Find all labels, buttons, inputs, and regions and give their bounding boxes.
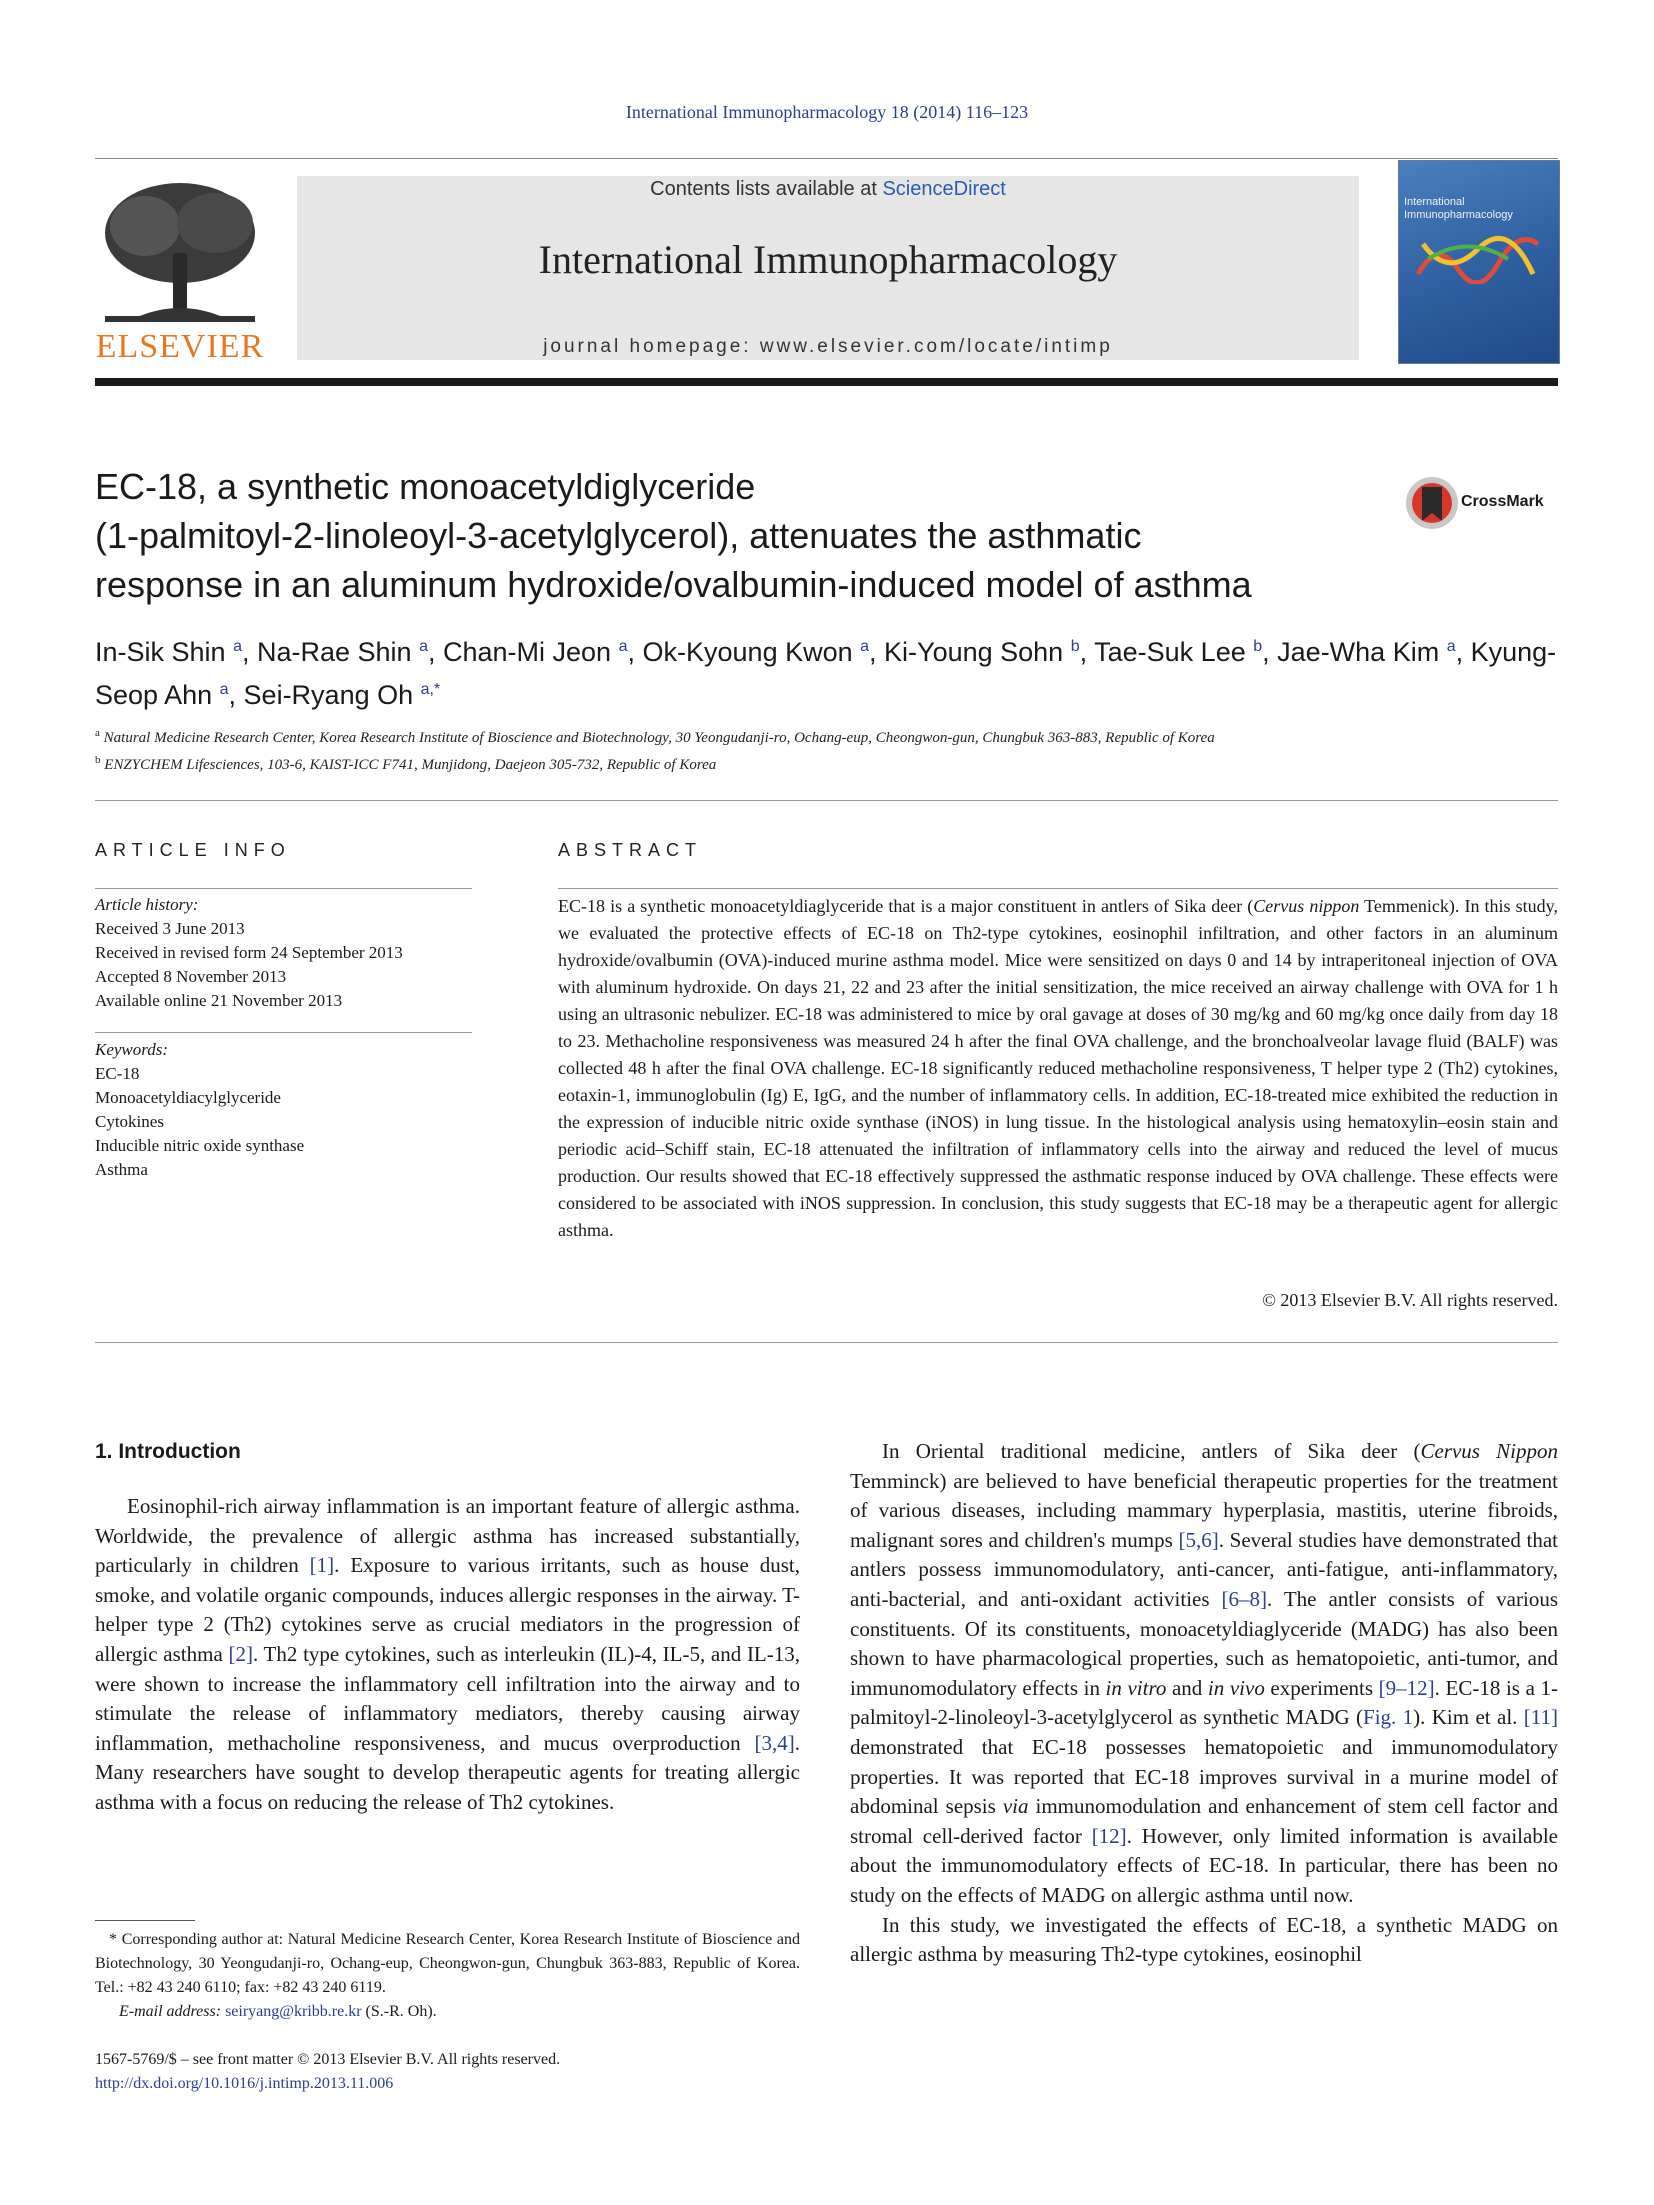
abstract-species: Cervus nippon — [1253, 896, 1360, 916]
intro-paragraph — [850, 1437, 1558, 1911]
running-head[interactable]: International Immunopharmacology 18 (2014) 116–123 — [625, 102, 1029, 122]
crossmark-icon[interactable] — [1404, 475, 1460, 531]
keyword: Asthma — [95, 1160, 148, 1179]
body-text: and — [1166, 1675, 1208, 1700]
corr-note — [95, 1928, 800, 2000]
italic-text: in vitro — [1105, 1675, 1167, 1700]
body-text: Temminck) are believed to have beneficial therapeutic properties for the treatment of various diseases, including mammary hyperplasia, mastitis, uterine fibroids, malignant sores and children's mumps — [850, 1468, 1558, 1552]
author-affiliation-mark[interactable]: a — [419, 638, 428, 655]
contents-line — [297, 178, 1359, 201]
intro-right-column — [850, 1437, 1558, 1970]
article-history — [95, 893, 472, 1013]
body-text: . Several studies have demonstrated that antlers possess immunomodulatory, anti-cancer, anti-fatigue, anti-inflammatory, anti-bacterial, and anti-oxidant activities — [850, 1527, 1558, 1611]
history-item: Received 3 June 2013 — [95, 919, 245, 938]
affiliation-b — [95, 749, 1558, 776]
journal-homepage[interactable]: journal homepage: www.elsevier.com/locate/intimp — [543, 336, 1113, 357]
author-separator: , — [1079, 637, 1095, 667]
email-link[interactable]: seiryang@kribb.re.kr — [225, 2003, 362, 2020]
citation-link[interactable]: [2] — [228, 1641, 253, 1666]
keyword: Monoacetyldiacylglyceride — [95, 1088, 281, 1107]
citation-link[interactable]: [11] — [1523, 1705, 1558, 1730]
abstract-end-rule — [95, 1342, 1558, 1343]
author-affiliation-mark[interactable]: a,* — [420, 681, 441, 698]
article-title — [95, 462, 1395, 609]
author-name[interactable]: In-Sik Shin — [95, 637, 234, 667]
body-text: . However, only limited information is available about the immunomodulatory effects of EC-18. In particular, there has been no study on the effects of MADG on allergic asthma until now. — [850, 1823, 1558, 1907]
keyword: Inducible nitric oxide synthase — [95, 1136, 305, 1155]
author-name[interactable]: Sei-Ryang Oh — [243, 680, 421, 710]
italic-text: Cervus Nippon — [1420, 1439, 1558, 1463]
author-separator: , — [228, 680, 244, 710]
author-affiliation-mark[interactable]: a — [618, 638, 628, 655]
keyword: EC-18 — [95, 1064, 140, 1083]
keywords-label: Keywords: — [95, 1040, 169, 1059]
author-name[interactable]: Kyung-Seop Ahn — [95, 637, 1557, 710]
affiliation-text: ENZYCHEM Lifesciences, 103-6, KAIST-ICC F741, Munjidong, Daejeon 305-732, Republic of Korea — [104, 757, 717, 773]
body-text: . Th2 type cytokines, such as interleukin (IL)-4, IL-5, and IL-13, were shown to increase the inflammatory cell infiltration into the airway and to stimulate the release of inflammatory mediators, thereby causing airway inflammation, methacholine responsiveness, and mucus overproduction — [95, 1641, 801, 1755]
body-text: . Many researchers have sought to develop therapeutic agents for treating allergic asthma with a focus on reducing the release of Th2 cytokines. — [95, 1730, 800, 1814]
author-name[interactable]: Ki-Young Sohn — [884, 637, 1071, 667]
corr-mark: * — [109, 1931, 117, 1948]
author-name[interactable]: Ok-Kyoung Kwon — [642, 637, 861, 667]
citation-link[interactable]: [3,4] — [754, 1730, 795, 1755]
author-affiliation-mark[interactable]: a — [1446, 638, 1456, 655]
banner-rule — [95, 378, 1558, 386]
publisher-name: ELSEVIER — [95, 328, 265, 365]
author-affiliation-mark[interactable]: a — [219, 681, 229, 698]
author-affiliation-mark[interactable]: a — [860, 638, 870, 655]
affiliation-text: Natural Medicine Research Center, Korea Research Institute of Bioscience and Biotechnology, 30 Yeongudanji-ro, Ochang-eup, Cheongwon-gun, Chungbuk 363-883, Republic of Korea — [103, 730, 1215, 746]
sciencedirect-link[interactable]: ScienceDirect — [882, 178, 1006, 200]
keyword: Cytokines — [95, 1112, 164, 1131]
title-line-2: (1-palmitoyl-2-linoleoyl-3-acetylglycerol), attenuates the asthmatic — [95, 515, 1142, 556]
title-line-3: response in an aluminum hydroxide/ovalbumin-induced model of asthma — [95, 564, 1252, 605]
affiliation-a — [95, 722, 1558, 749]
abstract-copyright: © 2013 Elsevier B.V. All rights reserved. — [1262, 1290, 1558, 1310]
affiliation-mark: b — [95, 754, 101, 766]
body-text: immunomodulation and enhancement of stem cell factor and stromal cell-derived factor — [850, 1794, 1558, 1848]
history-item: Accepted 8 November 2013 — [95, 967, 287, 986]
body-text: experiments — [1264, 1675, 1379, 1700]
author-name[interactable]: Jae-Wha Kim — [1277, 637, 1447, 667]
header-rule — [95, 158, 1558, 159]
italic-text: via — [1002, 1794, 1029, 1819]
body-text: ). Kim et al. — [1413, 1705, 1524, 1730]
author-affiliation-mark[interactable]: b — [1253, 638, 1263, 655]
section-rule — [95, 800, 1558, 801]
history-label: Article history: — [95, 895, 199, 914]
author-separator: , — [1455, 637, 1471, 667]
corr-text: Corresponding author at: Natural Medicine Research Center, Korea Research Institute of Bioscience and Biotechnology, 30 Yeongudanji-ro, Ochang-eup, Cheongwon-gun, Chungbuk 363-883, Republic of Korea. Tel.: +82 43 240 6110; fax: +82 43 240 6119. — [95, 1931, 801, 1996]
cover-title: International Immunopharmacology — [1404, 196, 1513, 221]
italic-text: in vivo — [1207, 1675, 1265, 1700]
author-separator: , — [627, 637, 643, 667]
author-affiliation-mark[interactable]: b — [1070, 638, 1080, 655]
citation-link[interactable]: [5,6] — [1178, 1527, 1219, 1552]
intro-left-column — [95, 1492, 800, 1818]
corresponding-author-footnote — [95, 1928, 800, 2024]
email-line — [95, 2000, 800, 2024]
body-text: Eosinophil-rich airway inflammation is an important feature of allergic asthma. Worldwide, the prevalence of allergic asthma has increased substantially, particularly in children — [95, 1494, 800, 1578]
info-rule — [95, 1032, 472, 1033]
citation-link[interactable]: Fig. 1 — [1363, 1705, 1414, 1730]
body-text: In Oriental traditional medicine, antlers of Sika deer ( — [882, 1439, 1421, 1463]
intro-paragraph: In this study, we investigated the effects of EC-18, a synthetic MADG on allergic asthma by measuring Th2-type cytokines, eosinophil — [850, 1912, 1558, 1967]
affiliations — [95, 722, 1558, 776]
citation-link[interactable]: [6–8] — [1221, 1586, 1267, 1611]
body-text: . Exposure to various irritants, such as house dust, smoke, and volatile organic compounds, induces allergic responses in the airway. T-helper type 2 (Th2) cytokines serve as crucial mediators in the progression of allergic asthma — [95, 1553, 800, 1666]
contents-prefix: Contents lists available at — [650, 178, 883, 200]
title-line-1: EC-18, a synthetic monoacetyldiglyceride — [95, 466, 756, 507]
body-text: . EC-18 is a 1-palmitoyl-2-linoleoyl-3-acetylglycerol as synthetic MADG ( — [850, 1675, 1558, 1730]
journal-title: International Immunopharmacology — [538, 237, 1118, 282]
author-separator: , — [1262, 637, 1278, 667]
author-list — [95, 628, 1558, 714]
info-rule — [95, 888, 472, 889]
article-info-heading: ARTICLE INFO — [95, 840, 291, 860]
author-affiliation-mark[interactable]: a — [233, 638, 242, 655]
abstract-part: EC-18 is a synthetic monoacetyldiaglyceride that is a major constituent in antlers of Sika deer ( — [558, 896, 1254, 916]
author-name[interactable]: Na-Rae Shin — [256, 637, 420, 667]
issn-line: 1567-5769/$ – see front matter © 2013 Elsevier B.V. All rights reserved. — [95, 2051, 561, 2068]
abstract-part: Temmenick). In this study, we evaluated the protective effects of EC-18 on Th2-type cytokines, eosinophil infiltration, and other factors in an aluminum hydroxide/ovalbumin (OVA)-induced murine asthma model. Mice were sensitized on days 0 and 14 by intraperitoneal injection of OVA with aluminum hydroxide. On days 21, 22 and 23 after the initial sensitization, the mice received an airway challenge with OVA for 1 h using an ultrasonic nebulizer. EC-18 was administered to mice by oral gavage at doses of 30 mg/kg and 60 mg/kg once daily from day 18 to 23. Methacholine responsiveness was measured 24 h after the final OVA challenge, and the bronchoalveolar lavage fluid (BALF) was collected 48 h after the final OVA challenge. EC-18 significantly reduced methacholine responsiveness, T helper type 2 (Th2) cytokines, eotaxin-1, immunoglobulin (Ig) E, IgG, and the number of inflammatory cells. In addition, EC-18-treated mice exhibited the reduction in the expression of inducible nitric oxide synthase (iNOS) in lung tissue. In the histological analysis using hematoxylin–eosin stain and periodic acid–Schiff stain, EC-18 attenuated the infiltration of inflammatory cells into the airway and reduced the level of mucus production. Our results showed that EC-18 effectively suppressed the asthmatic response induced by OVA challenge. These effects were considered to be associated with iNOS suppression. In conclusion, this study suggests that EC-18 may be a therapeutic agent for allergic asthma. — [558, 896, 1558, 1240]
email-label: E-mail address: — [119, 2003, 226, 2020]
section-heading: 1. Introduction — [95, 1440, 241, 1463]
author-separator: , — [869, 637, 885, 667]
doi-link[interactable]: http://dx.doi.org/10.1016/j.intimp.2013.11.006 — [95, 2075, 394, 2092]
author-separator: , — [427, 637, 443, 667]
citation-link[interactable]: [9–12] — [1378, 1675, 1435, 1700]
author-separator: , — [241, 637, 257, 667]
citation-link[interactable]: [1] — [309, 1553, 335, 1578]
email-suffix: (S.-R. Oh). — [361, 2003, 437, 2020]
body-text: demonstrated that EC-18 possesses hematopoietic and immunomodulatory properties. It was reported that EC-18 improves survival in a murine model of abdominal sepsis — [850, 1734, 1558, 1819]
history-item: Received in revised form 24 September 2013 — [95, 943, 403, 962]
author-name[interactable]: Chan-Mi Jeon — [443, 637, 619, 667]
keywords — [95, 1038, 472, 1182]
affiliation-mark: a — [95, 727, 100, 739]
abstract-rule — [558, 888, 1558, 889]
citation-link[interactable]: [12] — [1091, 1823, 1127, 1848]
author-name[interactable]: Tae-Suk Lee — [1094, 637, 1254, 667]
body-text: . The antler consists of various constituents. Of its constituents, monoacetyldiaglyceride (MADG) has also been shown to have pharmacological properties, such as hematopoietic, anti-tumor, and immunomodulatory effects in — [850, 1586, 1558, 1700]
history-item: Available online 21 November 2013 — [95, 991, 343, 1010]
crossmark-label[interactable]: CrossMark — [1461, 493, 1544, 510]
cover-molecule-graphic — [1408, 234, 1548, 284]
issn-block — [95, 2048, 800, 2096]
footnote-rule — [95, 1920, 195, 1921]
abstract-heading: ABSTRACT — [558, 840, 703, 860]
abstract-text — [558, 893, 1558, 1244]
